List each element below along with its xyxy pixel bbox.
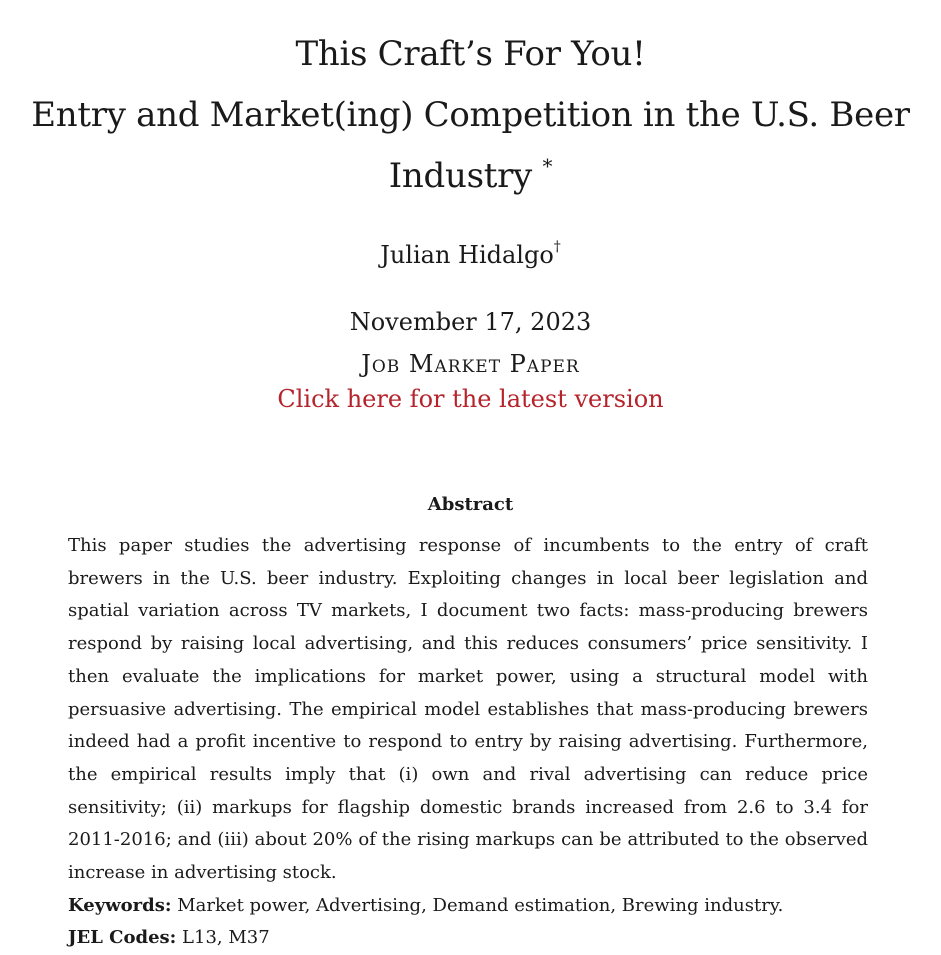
abstract-section bbox=[68, 530, 868, 955]
title-line-3 bbox=[0, 146, 941, 207]
title-line-3-text: Industry bbox=[388, 156, 532, 196]
latest-version-link[interactable]: Click here for the latest version bbox=[277, 385, 664, 413]
title-footnote-marker: * bbox=[542, 154, 553, 178]
author-line bbox=[0, 240, 941, 270]
title-line-2: Entry and Market(ing) Competition in the U.S. Beer bbox=[31, 95, 910, 135]
author-footnote-marker: † bbox=[553, 239, 561, 255]
abstract-heading: Abstract bbox=[427, 494, 514, 515]
abstract-text: This paper studies the advertising response of incumbents to the entry of craft brewers in the U.S. beer industry. Exploiting changes in local beer legislation and spatial variation across TV markets, I document two facts: mass-producing brewers respond by raising local advertising, and this reduces consumers’ price sensitivity. I then evaluate the implications for market power, using a structural model with persuasive advertising. The empirical model establishes that mass-producing brewers indeed had a profit incentive to respond to entry by raising advertising. Furthermore, the empirical results imply that (i) own and rival advertising can reduce price sensitivity; (ii) markups for flagship domestic brands increased from 2.6 to 3.4 for 2011-2016; and (iii) about 20% of the rising markups can be attributed to the observed increase in advertising stock. bbox=[68, 535, 868, 884]
paper-type: Job Market Paper bbox=[361, 350, 580, 378]
paper-title bbox=[0, 24, 941, 207]
title-line-1: This Craft’s For You! bbox=[295, 34, 646, 74]
jel-codes-line bbox=[68, 922, 868, 955]
keywords-line bbox=[68, 890, 868, 923]
keywords-value: Market power, Advertising, Demand estimation, Brewing industry. bbox=[177, 894, 784, 916]
keywords-label: Keywords: bbox=[68, 894, 172, 916]
paper-date: November 17, 2023 bbox=[349, 308, 592, 336]
jel-codes-value: L13, M37 bbox=[182, 927, 270, 949]
author-name: Julian Hidalgo bbox=[380, 241, 554, 269]
jel-codes-label: JEL Codes: bbox=[68, 927, 177, 949]
